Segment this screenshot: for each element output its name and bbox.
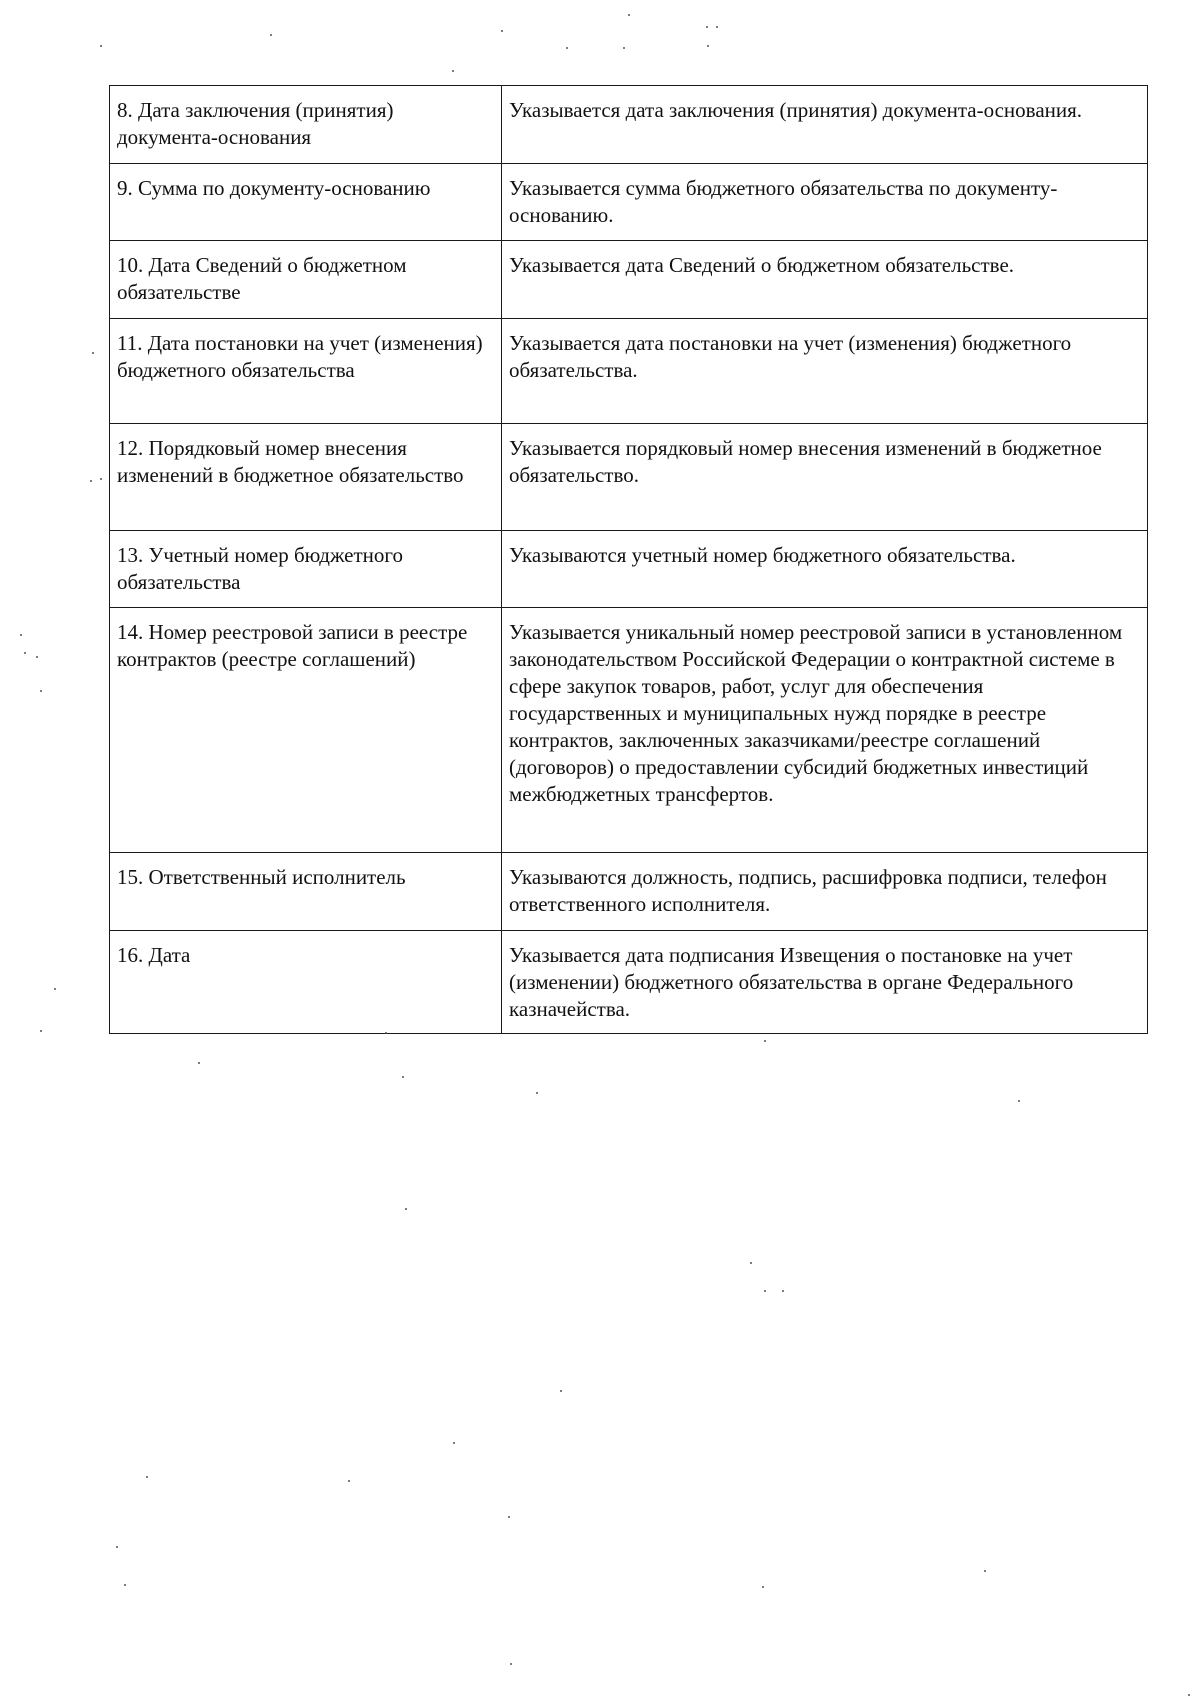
table-row bbox=[110, 86, 1148, 164]
field-name-cell: 15. Ответственный исполнитель bbox=[110, 853, 502, 931]
table-row bbox=[110, 853, 1148, 931]
table-row bbox=[110, 424, 1148, 531]
field-description-cell: Указывается дата подписания Извещения о постановке на учет (изменении) бюджетного обязательства в органе Федерального казначейства. bbox=[502, 931, 1148, 1034]
field-description-cell: Указывается порядковый номер внесения изменений в бюджетное обязательство. bbox=[502, 424, 1148, 531]
field-name-cell: 16. Дата bbox=[110, 931, 502, 1034]
field-name-cell: 14. Номер реестровой записи в реестре контрактов (реестре соглашений) bbox=[110, 608, 502, 853]
field-description-cell: Указывается дата заключения (принятия) документа-основания. bbox=[502, 86, 1148, 164]
field-name-cell: 11. Дата постановки на учет (изменения) бюджетного обязательства bbox=[110, 319, 502, 424]
field-description-cell: Указывается дата Сведений о бюджетном обязательстве. bbox=[502, 241, 1148, 319]
table-row bbox=[110, 319, 1148, 424]
table-row bbox=[110, 531, 1148, 608]
field-name-cell: 12. Порядковый номер внесения изменений в бюджетное обязательство bbox=[110, 424, 502, 531]
table-row bbox=[110, 241, 1148, 319]
field-description-cell: Указывается сумма бюджетного обязательства по документу-основанию. bbox=[502, 164, 1148, 241]
field-description-cell: Указывается дата постановки на учет (изменения) бюджетного обязательства. bbox=[502, 319, 1148, 424]
field-description-cell: Указываются учетный номер бюджетного обязательства. bbox=[502, 531, 1148, 608]
field-name-cell: 10. Дата Сведений о бюджетном обязательстве bbox=[110, 241, 502, 319]
field-name-cell: 9. Сумма по документу-основанию bbox=[110, 164, 502, 241]
field-name-cell: 8. Дата заключения (принятия) документа-основания bbox=[110, 86, 502, 164]
field-name-cell: 13. Учетный номер бюджетного обязательства bbox=[110, 531, 502, 608]
budget-obligation-fields-table bbox=[109, 85, 1148, 1034]
table-row bbox=[110, 164, 1148, 241]
table-row bbox=[110, 608, 1148, 853]
field-description-cell: Указывается уникальный номер реестровой записи в установленном законодательством Российской Федерации о контрактной системе в сфере закупок товаров, работ, услуг для обеспечения государственных и муниципальных нужд порядке в реестре контрактов, заключенных заказчиками/реестре соглашений (договоров) о предоставлении субсидий бюджетных инвестиций межбюджетных трансфертов. bbox=[502, 608, 1148, 853]
field-description-cell: Указываются должность, подпись, расшифровка подписи, телефон ответственного исполнителя. bbox=[502, 853, 1148, 931]
table-row bbox=[110, 931, 1148, 1034]
